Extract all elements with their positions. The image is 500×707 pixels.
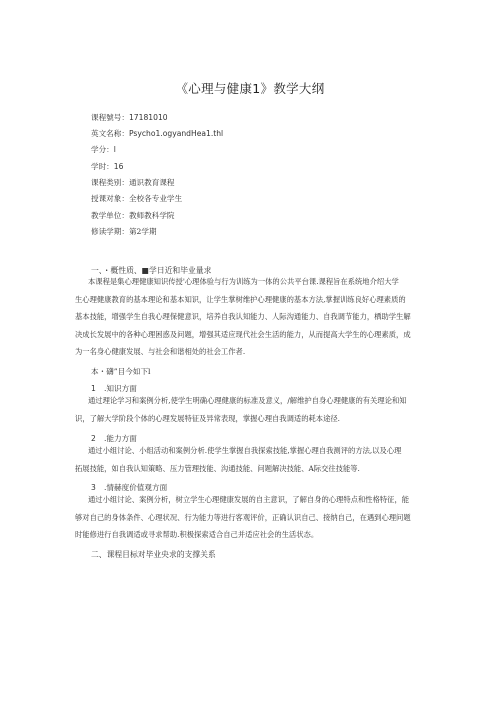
paragraph-line: 生心理健康教育的基本理论和基本知识，让学生掌树维护心理健康的基本方法,掌握训练良好心理素质的 (75, 294, 406, 304)
meta-key: 修读学期： (91, 227, 129, 236)
meta-value: 第2学期 (128, 227, 157, 236)
meta-key: 课程號号： (91, 113, 129, 122)
subheading-number: 2 (91, 434, 96, 443)
subheading-label: .情赫度价值观方面 (104, 483, 168, 492)
subheading-label: .知识方面 (104, 384, 137, 393)
paragraph-line: 识，了解大学阶段个体的心理发展特征及异常表现，掌握心理自我调适的耗本途径. (75, 413, 341, 423)
paragraph-line: 本课程是集心理健康知识传授'心理体验与行为训练为一体的公共平台课.课程旨在系统地介绍大学 (88, 277, 399, 286)
attitude-paragraph (75, 491, 420, 544)
meta-value: l (113, 145, 116, 154)
subheading-label: .能力方面 (104, 434, 137, 443)
meta-value: 17181010 (128, 113, 168, 122)
paragraph-line: 通过理论学习和案例分析,使学生明确心理健康的标准及意义，/解维护自身心理健康的有关理论和知 (88, 396, 407, 405)
meta-value: 全校各专业学生 (128, 194, 183, 203)
meta-hours (91, 161, 123, 172)
meta-credits (91, 144, 116, 155)
paragraph-line: 时能修进行自我调适或寻求帮助.积极探索适合自己并适应社会的生活状态。 (75, 530, 319, 539)
paragraph-line: 通过小组讨论、小组活动和案例分析.使学生掌握自我探索技能,掌握心理自我测评的方法,以及心理 (88, 446, 402, 455)
paragraph-line: 够对自己的身体条件、心理状况、行为能力等进行客观评价，正确认识自己、接纳自己，在遇到心理问题 (75, 512, 411, 522)
paragraph-line: 决成长发展中的各种心理困惑及问题，增强其适应现代社会生活的能力，从而提高大学生的心理素质，成 (75, 329, 411, 339)
meta-value: Psycho1.ogyandHea1.thl (128, 129, 224, 138)
paragraph-line: 拓展技能，如自我认知策略、压力管理技能、沟通技能、问题解决技能、A际交往技能等. (75, 463, 360, 473)
meta-key: 教学单位： (91, 211, 129, 220)
section-heading-1: 一、・概性质、■学日近和毕业量求 (91, 266, 212, 275)
section-heading-2: 二、课程目标对毕业央求的支撑关系 (91, 550, 216, 559)
meta-key: 授课对象： (91, 194, 129, 203)
knowledge-paragraph (75, 392, 420, 427)
meta-english-name (91, 128, 223, 139)
meta-key: 学分： (91, 145, 114, 154)
page-title: 《心理与健康1》教学大纲 (175, 81, 325, 96)
meta-semester (91, 226, 157, 237)
meta-value: 教师教科学院 (128, 211, 175, 220)
subheading-number: 1 (91, 384, 96, 393)
meta-key: 课程类别： (91, 178, 129, 187)
section1-paragraph (75, 273, 420, 361)
meta-key: 英文名称： (91, 129, 129, 138)
paragraph-line: 为一名身心健康发展、与社会和谐相处的社会工作者. (75, 347, 246, 356)
paragraph-line: 通过小组讨论、案例分析，树立学生心理健康发展的自主意识，了解自身的心理特点和性格特征，能 (88, 495, 410, 504)
meta-key: 学时： (91, 162, 114, 171)
meta-value: 16 (113, 162, 124, 171)
paragraph-line: 基本技能，增强学生自我心理保健意识，培养自我认知能力、人际沟通能力、自我调节能力，栖助学生解 (75, 312, 411, 321)
ability-paragraph (75, 442, 420, 477)
meta-audience (91, 193, 182, 204)
objectives-label: 本・礴”目今如下l (91, 367, 151, 376)
meta-unit (91, 210, 175, 221)
meta-category (91, 177, 175, 188)
meta-value: 通识教育课程 (128, 178, 175, 187)
meta-course-code (91, 112, 168, 123)
subheading-number: 3 (91, 483, 96, 492)
